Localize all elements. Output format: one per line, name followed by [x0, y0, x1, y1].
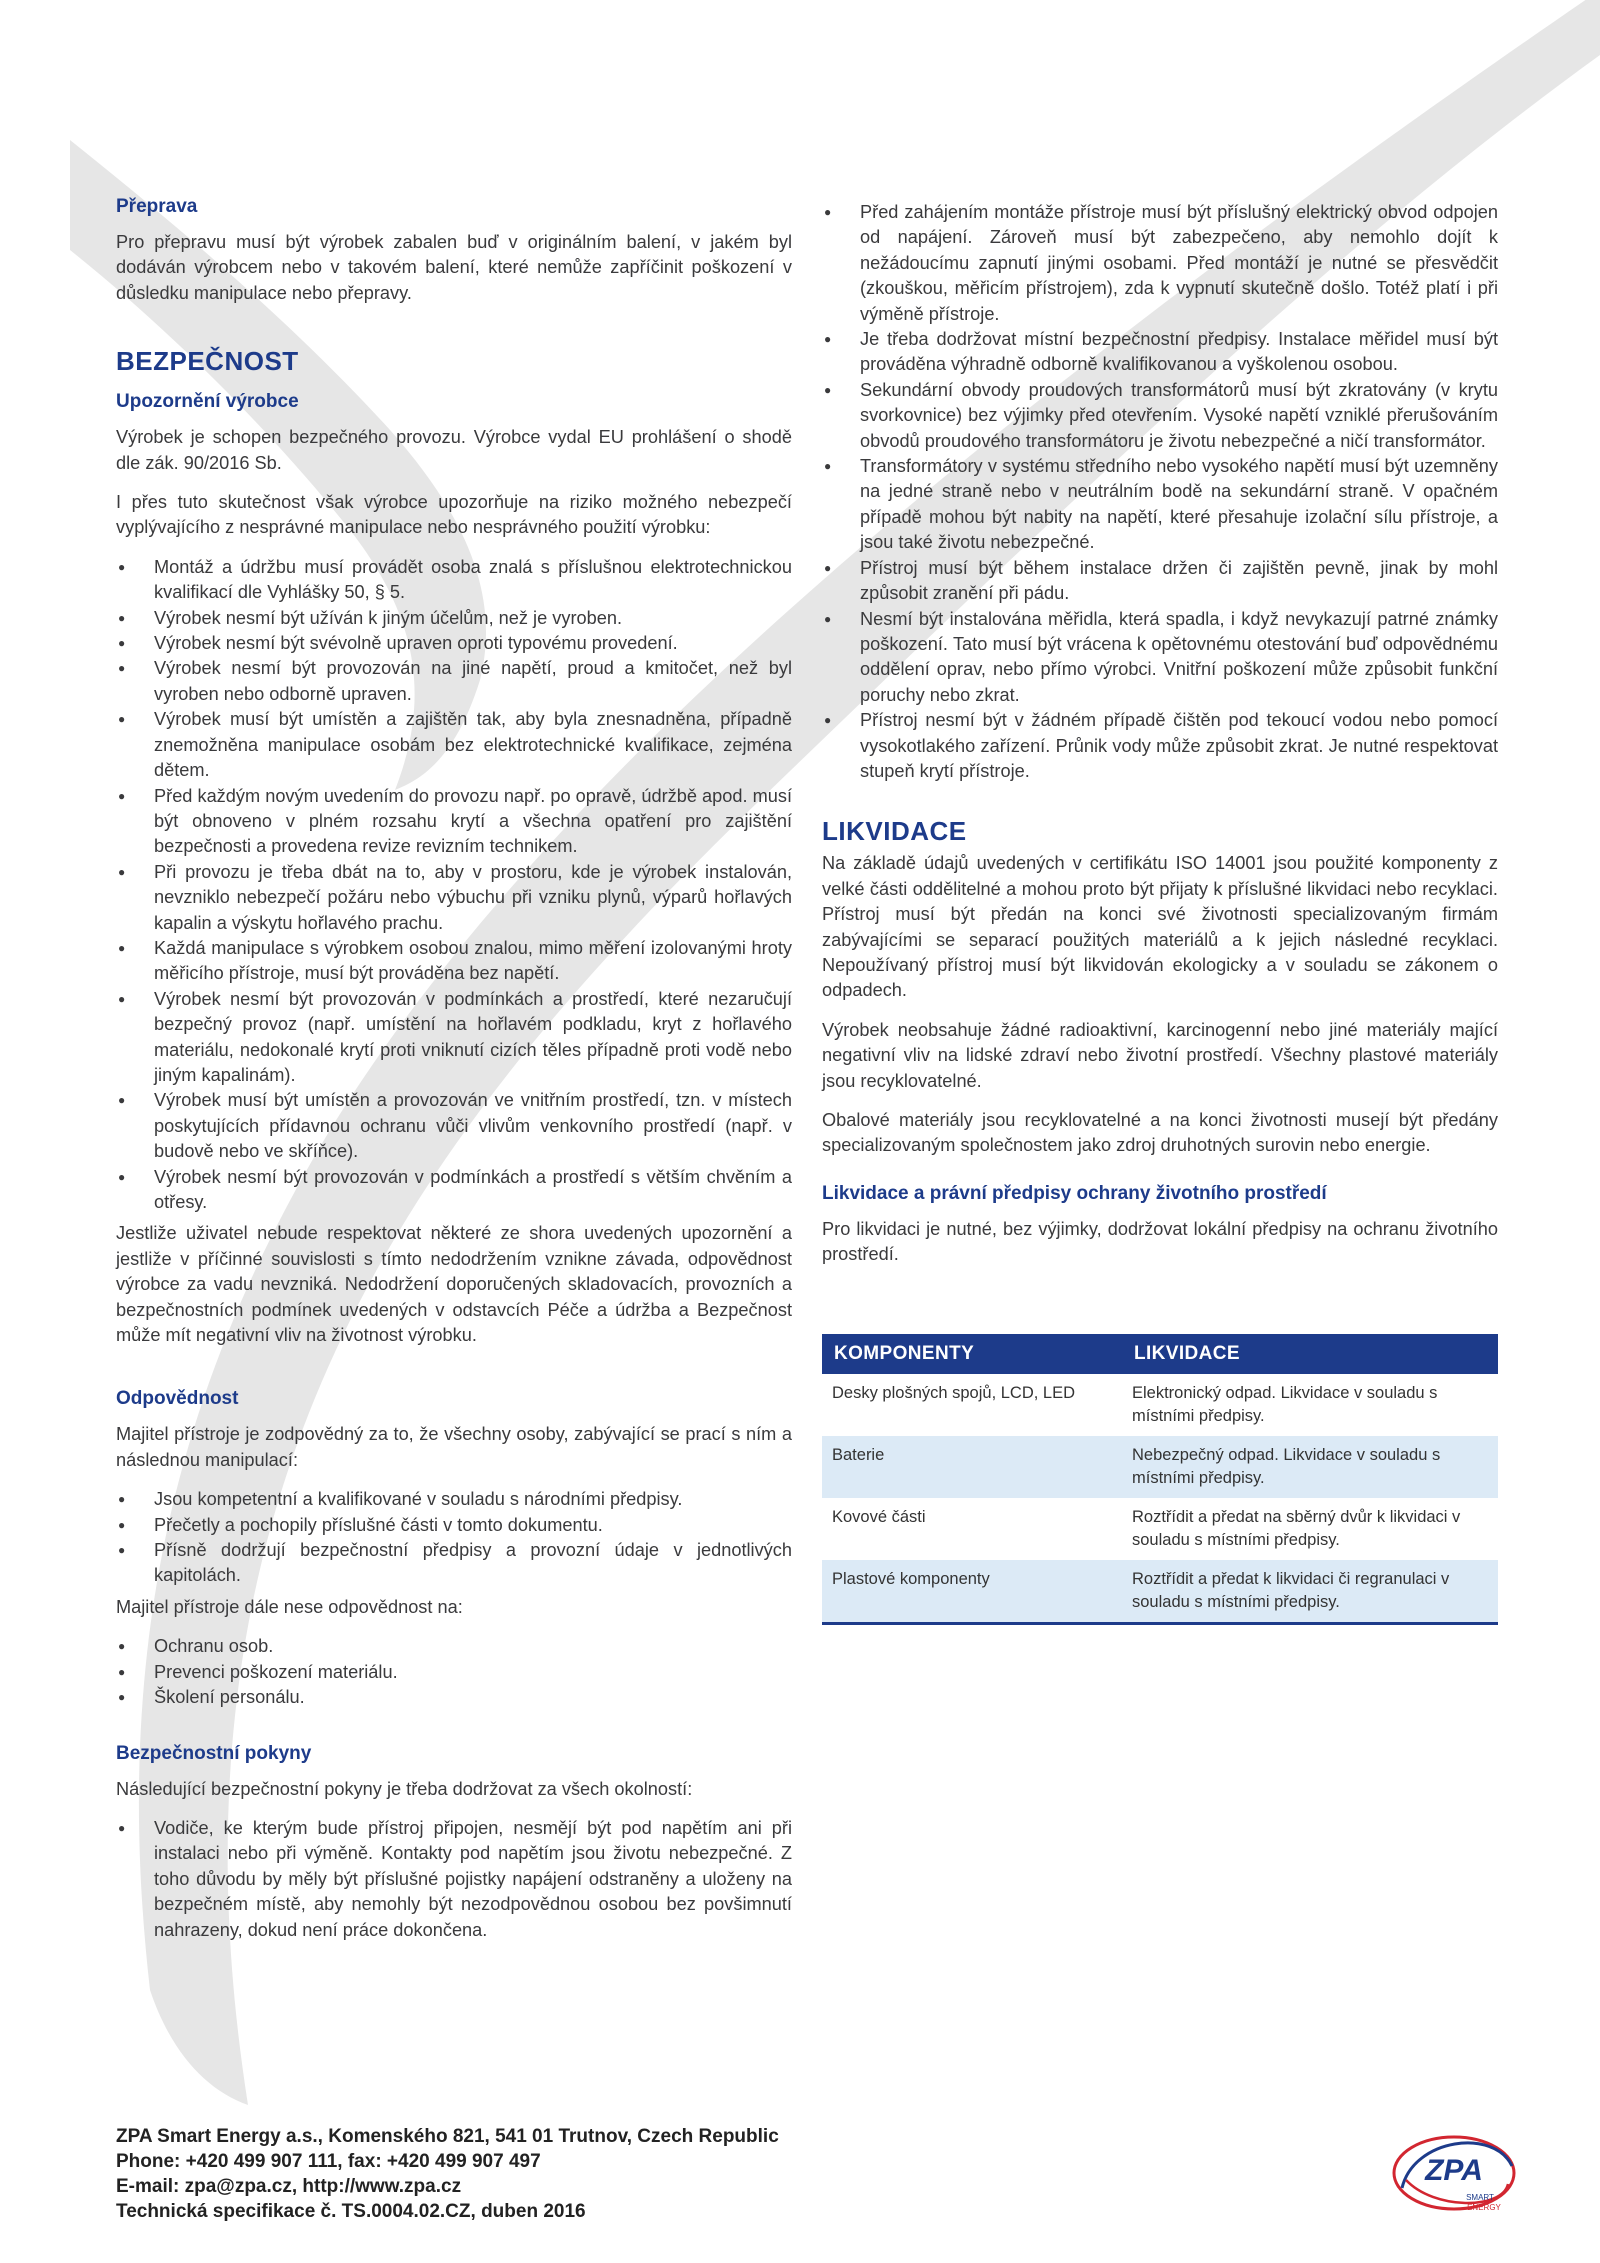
list-item: ● Výrobek nesmí být provozován na jiné napětí, proud a kmitočet, než byl vyroben nebo odborně upraven.	[116, 656, 792, 707]
legal-text: Pro likvidaci je nutné, bez výjimky, dodržovat lokální předpisy na ochranu životního prostředí.	[822, 1218, 1498, 1265]
list-item: ● Výrobek nesmí být svévolně upraven oproti typovému provedení.	[116, 631, 792, 656]
responsibility-paragraph-2: Majitel přístroje dále nese odpovědnost na:	[116, 1596, 463, 1617]
list-item: ● Nesmí být instalována měřidla, která spadla, i když nevykazují patrné známky poškození. Tato musí být vrácena k opětovnému otestování buď odpovědnému oddělení oprav, nebo přímo výrobci. Vnitřní poškození může způsobit funkční poruchy nebo zkrat.	[822, 607, 1498, 709]
instructions-heading: Bezpečnostní pokyny	[116, 1742, 312, 1764]
instructions-list-left	[116, 1816, 792, 1943]
list-item: ● Školení personálu.	[116, 1685, 792, 1710]
table-row	[822, 1498, 1498, 1560]
list-item: ● Jsou kompetentní a kvalifikované v souladu s národními předpisy.	[116, 1487, 792, 1512]
footer-address: ZPA Smart Energy a.s., Komenského 821, 541 01 Trutnov, Czech Republic	[116, 2126, 779, 2147]
logo-smart: SMART	[1466, 2193, 1494, 2202]
responsibility-list	[116, 1487, 792, 1589]
table-cell-disposal: Nebezpečný odpad. Likvidace v souladu s místními předpisy.	[1122, 1436, 1498, 1498]
disposal-paragraph-1: Na základě údajů uvedených v certifikátu ISO 14001 jsou použité komponenty z velké části oddělitelné a mohou proto být přijaty k příslušné likvidaci nebo recyklaci. Přístroj musí být předán na konci své životnosti specializovaným firmám zabývajícími se separací použitých materiálů a k jejich následné recyklaci. Nepoužívaný přístroj musí být likvidován ekologicky a v souladu se zákonem o odpadech.	[822, 853, 1498, 1001]
list-item: ● Transformátory v systému středního nebo vysokého napětí musí být uzemněny na jedné straně nebo v neutrálním bodě na sekundární straně. V opačném případě mohou být nabity na napětí, které přesahuje izolační sílu přístroje, a jsou také životu nebezpečné.	[822, 454, 1498, 556]
logo-energy: ENERGY	[1467, 2203, 1501, 2212]
list-item: ● Přísně dodržují bezpečnostní předpisy a provozní údaje v jednotlivých kapitolách.	[116, 1538, 792, 1589]
list-item: ● Před zahájením montáže přístroje musí být příslušný elektrický obvod odpojen od napájení. Zároveň musí být zabezpečeno, aby nemohlo dojít k nežádoucímu zapnutí jinými osobami. Před montáží je nutné se přesvědčit (zkouškou, měřicím přístrojem), zda k vypnutí skutečně došlo. Totéž platí i při výměně přístroje.	[822, 200, 1498, 327]
legal-heading: Likvidace a právní předpisy ochrany životního prostředí	[822, 1182, 1327, 1204]
left-column	[116, 196, 792, 1949]
list-item: ● Je třeba dodržovat místní bezpečnostní předpisy. Instalace měřidel musí být prováděna výhradně odborně kvalifikovanou a vyškolenou osobou.	[822, 327, 1498, 378]
safety-list	[116, 555, 792, 1216]
responsibility-heading: Odpovědnost	[116, 1388, 239, 1410]
disposal-heading: LIKVIDACE	[822, 816, 967, 847]
table-header-components: KOMPONENTY	[822, 1334, 1122, 1374]
transport-heading: Přeprava	[116, 196, 198, 217]
list-item: ● Vodiče, ke kterým bude přístroj připojen, nesmějí být pod napětím ani při instalaci nebo při výměně. Kontakty pod napětím jsou životu nebezpečné. Z toho důvodu by měly být příslušné pojistky napájení odstraněny a uloženy na bezpečném místě, aby nemohly být nezodpovědnou osobou bez povšimnutí nahrazeny, dokud není práce dokončena.	[116, 1816, 792, 1943]
table-row	[822, 1560, 1498, 1624]
list-item: ● Výrobek musí být umístěn a zajištěn tak, aby byla znesnadněna, případně znemožněna manipulace osobám bez elektrotechnické kvalifikace, zejména dětem.	[116, 707, 792, 783]
table-header-row	[822, 1334, 1498, 1374]
table-cell-component: Kovové části	[832, 1507, 926, 1526]
list-item: ● Sekundární obvody proudových transformátorů musí být zkratovány (v krytu svorkovnice) bez výjimky před otevřením. Vysoké napětí vzniklé přerušováním obvodů proudového transformátoru je životu nebezpečné a ničí transformátor.	[822, 378, 1498, 454]
footer-phone: Phone: +420 499 907 111, fax: +420 499 907 497	[116, 2151, 541, 2172]
table-cell-component: Plastové komponenty	[822, 1560, 1122, 1624]
table-cell-disposal: Elektronický odpad. Likvidace v souladu s místními předpisy.	[1132, 1383, 1438, 1425]
table-header-disposal: LIKVIDACE	[1122, 1334, 1498, 1374]
disposal-paragraph-3: Obalové materiály jsou recyklovatelné a na konci životnosti musejí být předány specializovaným společnostem jako zdroj druhotných surovin nebo energie.	[822, 1110, 1498, 1156]
safety-paragraph-1: Výrobek je schopen bezpečného provozu. Výrobce vydal EU prohlášení o shodě dle zák. 90/2016 Sb.	[116, 427, 792, 473]
responsibility-list-2	[116, 1634, 792, 1710]
list-item: ● Přístroj nesmí být v žádném případě čištěn pod tekoucí vodou nebo pomocí vysokotlakého zařízení. Průnik vody může způsobit zkrat. Je nutné respektovat stupeň krytí přístroje.	[822, 708, 1498, 784]
list-item: ● Výrobek nesmí být užíván k jiným účelům, než je vyroben.	[116, 606, 792, 631]
list-item: ● Přečetly a pochopily příslušné části v tomto dokumentu.	[116, 1513, 792, 1538]
logo-text: ZPA	[1425, 2154, 1483, 2187]
zpa-logo	[1384, 2118, 1524, 2228]
table-cell-disposal: Roztřídit a předat na sběrný dvůr k likvidaci v souladu s místními předpisy.	[1132, 1507, 1461, 1549]
table-row	[822, 1374, 1498, 1436]
list-item: ● Výrobek nesmí být provozován v podmínkách a prostředí s větším chvěním a otřesy.	[116, 1165, 792, 1216]
safety-heading: BEZPEČNOST	[116, 346, 299, 377]
disposal-paragraph-2: Výrobek neobsahuje žádné radioaktivní, karcinogenní nebo jiné materiály mající negativní vliv na lidské zdraví nebo životní prostředí. Všechny plastové materiály jsou recyklovatelné.	[822, 1019, 1498, 1091]
list-item: ● Ochranu osob.	[116, 1634, 792, 1659]
table-cell-disposal: Roztřídit a předat k likvidaci či regranulaci v souladu s místními předpisy.	[1122, 1560, 1498, 1624]
table-cell-component: Desky plošných spojů, LCD, LED	[832, 1383, 1076, 1402]
instructions-paragraph: Následující bezpečnostní pokyny je třeba dodržovat za všech okolností:	[116, 1778, 693, 1799]
right-column	[822, 200, 1498, 1625]
list-item: ● Výrobek nesmí být provozován v podmínkách a prostředí, které nezaručují bezpečný provoz (např. umístění na hořlavém podkladu, kryt z hořlavého materiálu, nedokonalé krytí proti vniknutí cizích těles případně proti vodě nebo jiným kapalinám).	[116, 987, 792, 1089]
list-item: ● Prevenci poškození materiálu.	[116, 1660, 792, 1685]
list-item: ● Při provozu je třeba dbát na to, aby v prostoru, kde je výrobek instalován, nevzniklo nebezpečí požáru nebo výbuchu při vzniku plynů, výparů hořlavých kapalin a výskytu hořlavého prachu.	[116, 860, 792, 936]
list-item: ● Montáž a údržbu musí provádět osoba znalá s příslušnou elektrotechnickou kvalifikací dle Vyhlášky 50, § 5.	[116, 555, 792, 606]
footer-email: E-mail: zpa@zpa.cz, http://www.zpa.cz	[116, 2176, 462, 2197]
list-item: ● Výrobek musí být umístěn a provozován ve vnitřním prostředí, tzn. v místech poskytujících přídavnou ochranu vůči vlivům venkovního prostředí (např. v budově nebo ve skříňce).	[116, 1088, 792, 1164]
table-row	[822, 1436, 1498, 1498]
safety-closing: Jestliže uživatel nebude respektovat některé ze shora uvedených upozornění a jestliže v příčinné souvislosti s tímto nedodržením vznikne závada, odpovědnost výrobce za vadu nevzniká. Nedodržení doporučených skladovacích, provozních a bezpečnostních podmínek uvedených v odstavcích Péče a údržba a Bezpečnost může mít negativní vliv na životnost výrobku.	[116, 1223, 792, 1346]
transport-text: Pro přepravu musí být výrobek zabalen buď v originálním balení, v jakém byl dodáván výrobcem nebo v takovém balení, které nemůže zapříčinit poškození v důsledku manipulace nebo přepravy.	[116, 232, 792, 303]
instructions-list-right	[822, 200, 1498, 784]
responsibility-paragraph-1: Majitel přístroje je zodpovědný za to, že všechny osoby, zabývající se prací s ním a následnou manipulací:	[116, 1424, 792, 1470]
disposal-table	[822, 1334, 1498, 1625]
footer-spec: Technická specifikace č. TS.0004.02.CZ, duben 2016	[116, 2201, 586, 2222]
list-item: ● Před každým novým uvedením do provozu např. po opravě, údržbě apod. musí být obnoveno v plném rozsahu krytí a všechna opatření pro zajištění bezpečnosti a provedena revize revizním technikem.	[116, 784, 792, 860]
page-footer	[116, 2124, 779, 2224]
warning-heading: Upozornění výrobce	[116, 391, 299, 413]
safety-paragraph-2: I přes tuto skutečnost však výrobce upozorňuje na riziko možného nebezpečí vyplývajícího z nesprávné manipulace nebo nesprávného použití výrobku:	[116, 492, 792, 538]
list-item: ● Každá manipulace s výrobkem osobou znalou, mimo měření izolovanými hroty měřicího přístroje, musí být prováděna bez napětí.	[116, 936, 792, 987]
table-cell-component: Baterie	[822, 1436, 1122, 1498]
list-item: ● Přístroj musí být během instalace držen či zajištěn pevně, jinak by mohl způsobit zranění při pádu.	[822, 556, 1498, 607]
